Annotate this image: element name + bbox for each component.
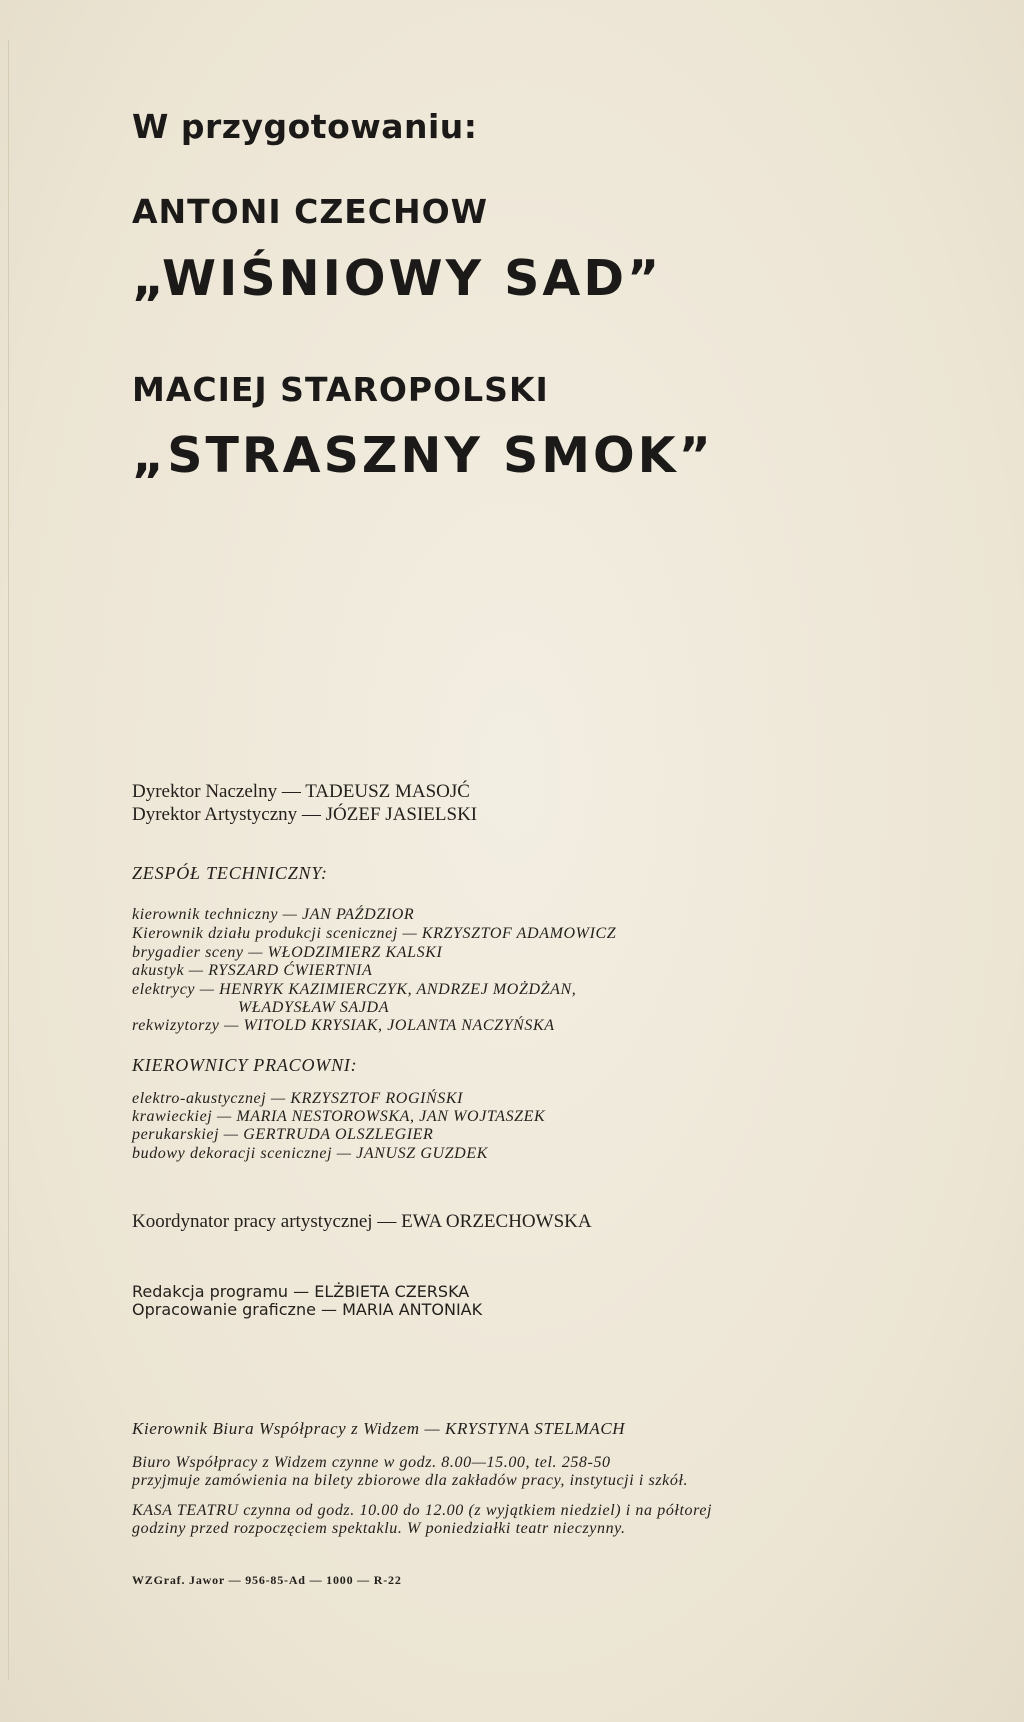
technical-team-line: akustyk — RYSZARD ĆWIERTNIA xyxy=(132,962,373,979)
play-1-title: „WIŚNIOWY SAD” xyxy=(132,250,663,307)
workshop-line: krawieckiej — MARIA NESTOROWSKA, JAN WOJTASZEK xyxy=(132,1108,546,1125)
technical-team-line: rekwizytorzy — WITOLD KRYSIAK, JOLANTA NACZYŃSKA xyxy=(132,1017,555,1034)
box-office-info: godziny przed rozpoczęciem spektaklu. W poniedziałki teatr nieczynny. xyxy=(132,1520,626,1537)
graphic-design: Opracowanie graficzne — MARIA ANTONIAK xyxy=(132,1300,483,1319)
audience-office-head: Kierownik Biura Współpracy z Widzem — KRYSTYNA STELMACH xyxy=(132,1419,626,1438)
technical-team-line: WŁADYSŁAW SAJDA xyxy=(238,999,390,1016)
workshop-line: elektro-akustycznej — KRZYSZTOF ROGIŃSKI xyxy=(132,1090,464,1107)
page-edge-line xyxy=(8,40,9,1680)
director-artistic: Dyrektor Artystyczny — JÓZEF JASIELSKI xyxy=(132,804,478,825)
box-office-info: KASA TEATRU czynna od godz. 10.00 do 12.00 (z wyjątkiem niedziel) i na półtorej xyxy=(132,1502,713,1519)
play-2-title: „STRASZNY SMOK” xyxy=(132,427,714,484)
artistic-coordinator: Koordynator pracy artystycznej — EWA ORZECHOWSKA xyxy=(132,1211,592,1232)
technical-team-heading: ZESPÓŁ TECHNICZNY: xyxy=(132,863,328,883)
printer-imprint: WZGraf. Jawor — 956-85-Ad — 1000 — R-22 xyxy=(132,1573,402,1587)
director-general: Dyrektor Naczelny — TADEUSZ MASOJĆ xyxy=(132,781,470,802)
audience-office-hours: Biuro Współpracy z Widzem czynne w godz. 8.00—15.00, tel. 258-50 xyxy=(132,1454,611,1471)
play-1-author: ANTONI CZECHOW xyxy=(132,192,489,231)
play-2-author: MACIEJ STAROPOLSKI xyxy=(132,370,549,409)
technical-team-line: brygadier sceny — WŁODZIMIERZ KALSKI xyxy=(132,944,443,961)
workshops-heading: KIEROWNICY PRACOWNI: xyxy=(132,1055,358,1075)
in-preparation-label: W przygotowaniu: xyxy=(132,107,478,146)
technical-team-line: elektrycy — HENRYK KAZIMIERCZYK, ANDRZEJ MOŻDŻAN, xyxy=(132,981,577,998)
program-editor: Redakcja programu — ELŻBIETA CZERSKA xyxy=(132,1282,470,1301)
audience-office-hours: przyjmuje zamówienia na bilety zbiorowe dla zakładów pracy, instytucji i szkół. xyxy=(132,1472,689,1489)
technical-team-line: Kierownik działu produkcji scenicznej — KRZYSZTOF ADAMOWICZ xyxy=(132,925,617,942)
workshop-line: budowy dekoracji scenicznej — JANUSZ GUZDEK xyxy=(132,1145,488,1162)
technical-team-line: kierownik techniczny — JAN PAŹDZIOR xyxy=(132,906,415,923)
workshop-line: perukarskiej — GERTRUDA OLSZLEGIER xyxy=(132,1126,434,1143)
